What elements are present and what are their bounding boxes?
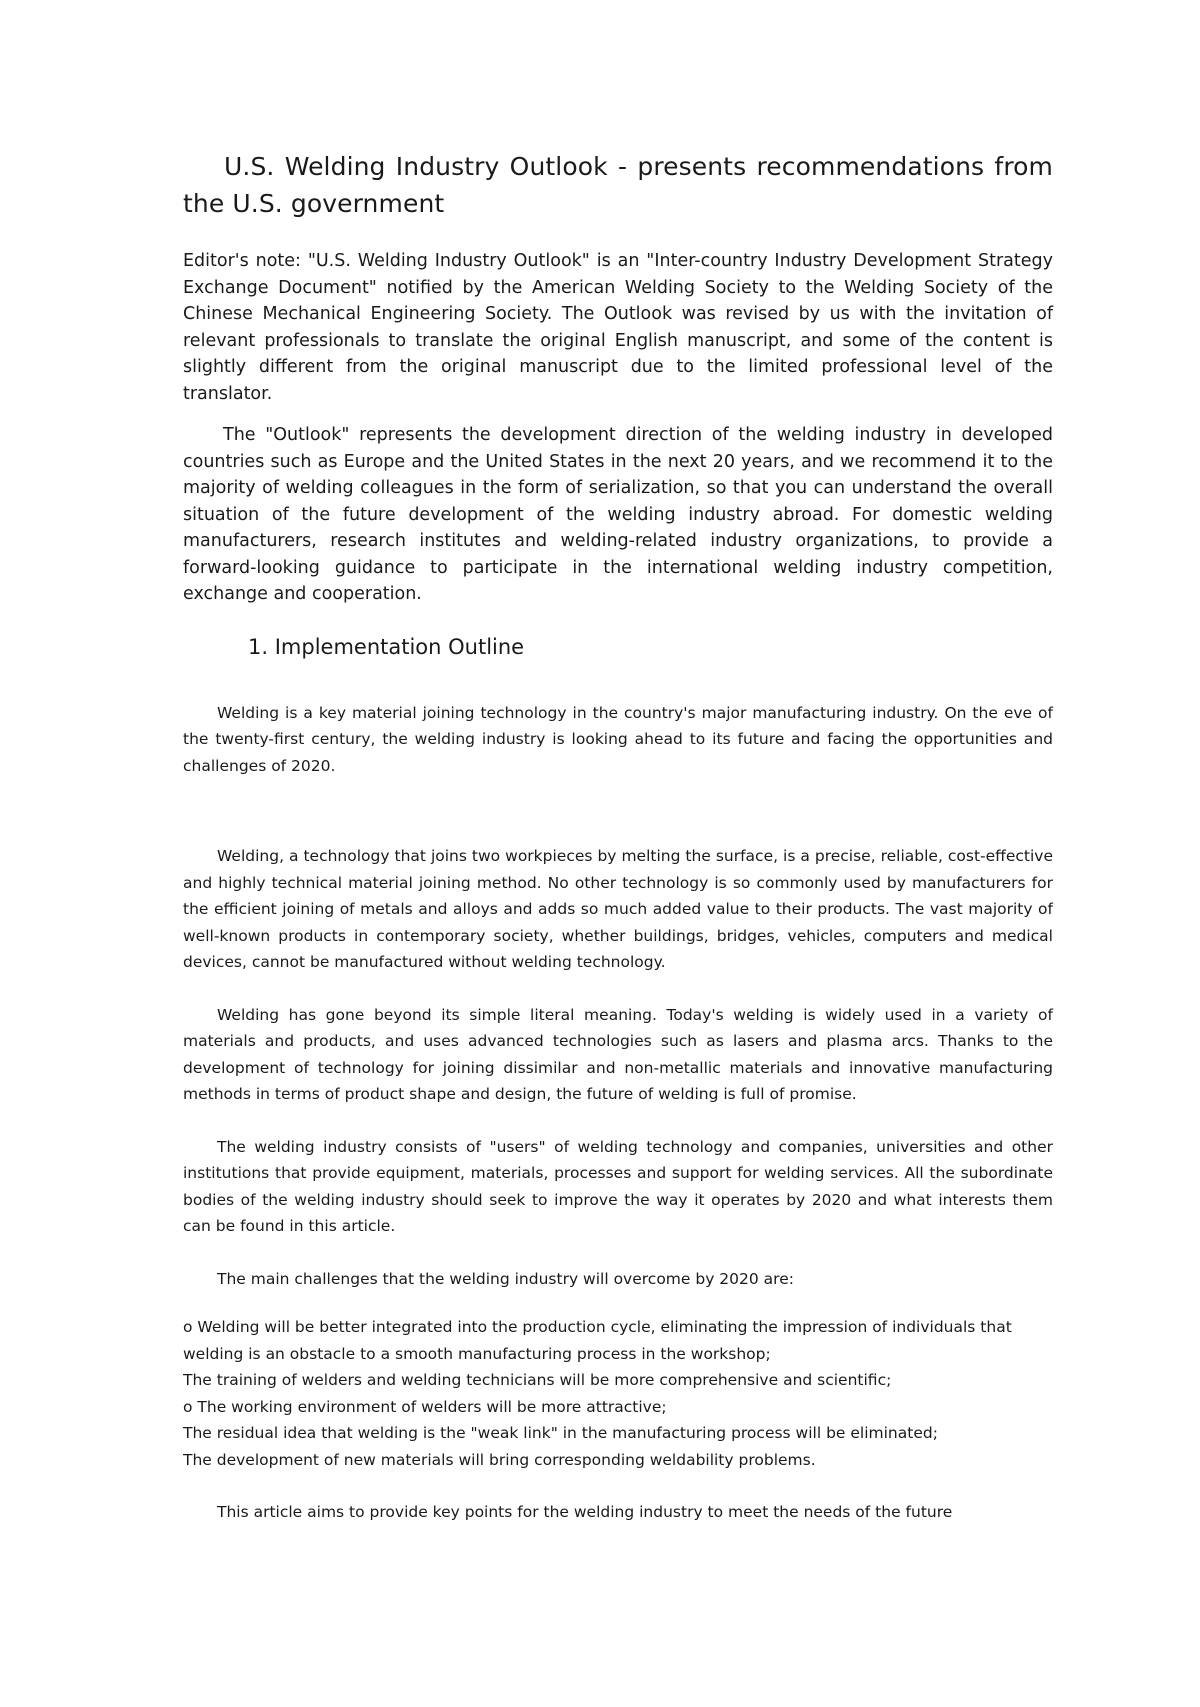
list-item: The development of new materials will bring corresponding weldability problems. [183,1450,816,1469]
document-page [183,148,1053,1526]
body-paragraph: Welding is a key material joining technology in the country's major manufacturing industry. On the eve of the twenty-first century, the welding industry is looking ahead to its future and facing the opportunities and challenges of 2020. [183,703,1053,775]
body-paragraph: The welding industry consists of "users" of welding technology and companies, universities and other institutions that provide equipment, materials, processes and support for welding services. All the subordinate bodies of the welding industry should seek to improve the way it operates by 2020 and what interests them can be found in this article. [183,1137,1053,1235]
list-item: o The working environment of welders will be more attractive; [183,1397,667,1416]
closing-paragraph: This article aims to provide key points for the welding industry to meet the needs of the future [217,1503,953,1521]
body-paragraph: Welding has gone beyond its simple literal meaning. Today's welding is widely used in a variety of materials and products, and uses advanced technologies such as lasers and plasma arcs. Thanks to the development of technology for joining dissimilar and non-metallic materials and innovative manufacturing methods in terms of product shape and design, the future of welding is full of promise. [183,1005,1053,1103]
body-paragraph: Welding, a technology that joins two workpieces by melting the surface, is a precise, reliable, cost-effective and highly technical material joining method. No other technology is so commonly used by manufacturers for the efficient joining of metals and alloys and adds so much added value to their products. The vast majority of well-known products in contemporary society, whether buildings, bridges, vehicles, computers and medical devices, cannot be manufactured without welding technology. [183,847,1053,971]
challenges-list [183,1314,1053,1473]
document-title: U.S. Welding Industry Outlook - presents recommendations from the U.S. government [183,152,1053,218]
challenges-intro: The main challenges that the welding industry will overcome by 2020 are: [217,1269,794,1288]
list-item: o Welding will be better integrated into the production cycle, eliminating the impression of individuals that welding is an obstacle to a smooth manufacturing process in the workshop; [183,1318,1012,1363]
intro-paragraph: The "Outlook" represents the development direction of the welding industry in developed countries such as Europe and the United States in the next 20 years, and we recommend it to the majority of welding colleagues in the form of serialization, so that you can understand the overall situation of the future development of the welding industry abroad. For domestic welding manufacturers, research institutes and welding-related industry organizations, to provide a forward-looking guidance to participate in the international welding industry competition, exchange and cooperation. [183,425,1053,604]
list-item: The residual idea that welding is the "weak link" in the manufacturing process will be eliminated; [183,1424,938,1442]
section-heading: 1. Implementation Outline [248,634,525,659]
list-item: The training of welders and welding technicians will be more comprehensive and scientific; [183,1371,892,1389]
editors-note: Editor's note: "U.S. Welding Industry Outlook" is an "Inter-country Industry Development Strategy Exchange Document" notified by the American Welding Society to the Welding Society of the Chinese Mechanical Engineering Society. The Outlook was revised by us with the invitation of relevant professionals to translate the original English manuscript, and some of the content is slightly different from the original manuscript due to the limited professional level of the translator. [183,251,1053,404]
